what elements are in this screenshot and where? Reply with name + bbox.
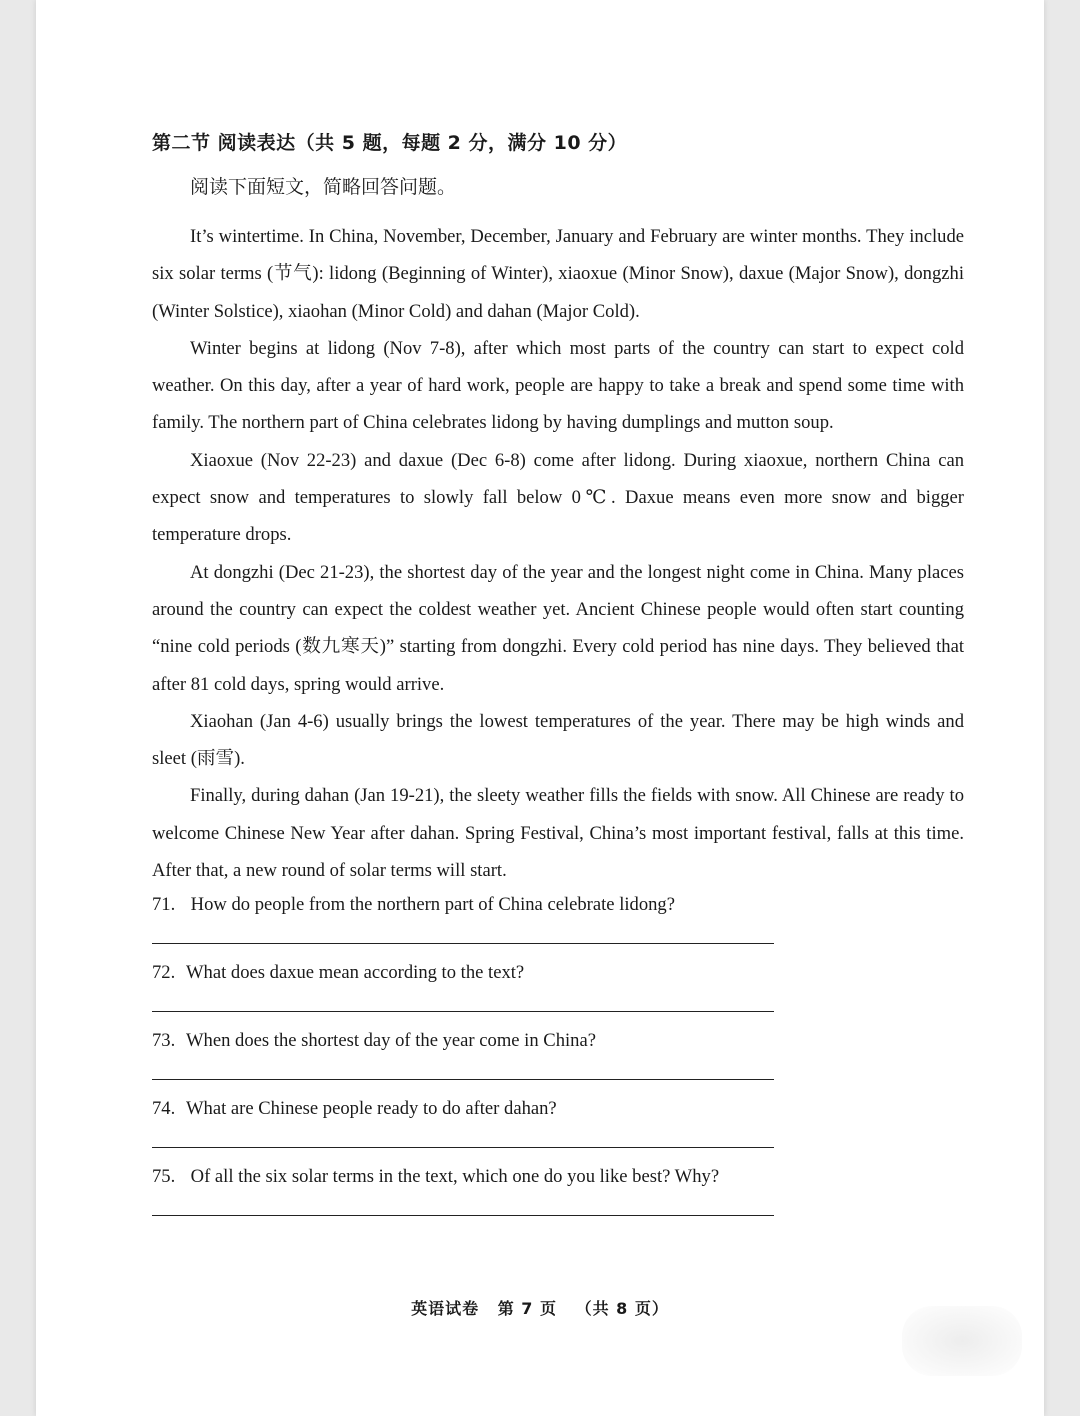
answer-line-74[interactable]	[152, 1147, 774, 1148]
page-content	[152, 126, 964, 1229]
answer-line-71[interactable]	[152, 943, 774, 944]
question-number: 72.	[152, 962, 176, 984]
answer-line-73[interactable]	[152, 1079, 774, 1080]
question-73	[152, 1025, 964, 1093]
question-72	[152, 957, 964, 1025]
footer-page-number: 第 7 页	[497, 1299, 557, 1318]
page-footer	[36, 1296, 1044, 1319]
question-number: 73.	[152, 1030, 176, 1052]
passage-paragraph: Finally, during dahan (Jan 19-21), the sleety weather fills the fields with snow. All Chinese are ready to welcome Chinese New Year after dahan. Spring Festival, China’s most important festival, falls at this time. After that, a new round of solar terms will start.	[152, 785, 964, 882]
question-74	[152, 1093, 964, 1161]
exam-page	[36, 0, 1044, 1416]
passage-paragraph: Xiaoxue (Nov 22-23) and daxue (Dec 6-8) come after lidong. During xiaoxue, northern China can expect snow and temperatures to slowly fall below 0℃. Daxue means even more snow and bigger temperature drops.	[152, 449, 964, 546]
passage-paragraph: Winter begins at lidong (Nov 7-8), after which most parts of the country can start to expect cold weather. On this day, after a year of hard work, people are happy to take a break and spend some time with family. The northern part of China celebrates lidong by having dumplings and mutton soup.	[152, 337, 964, 434]
passage-paragraph: It’s wintertime. In China, November, December, January and February are winter months. They include six solar terms (节气): lidong (Beginning of Winter), xiaoxue (Minor Snow), daxue (Major Snow), dongzhi (Winter Solstice), xiaohan (Minor Cold) and dahan (Major Cold).	[152, 226, 964, 322]
question-text: Of all the six solar terms in the text, which one do you like best? Why?	[190, 1166, 720, 1188]
question-number: 71.	[152, 894, 176, 916]
footer-subject: 英语试卷	[411, 1299, 480, 1318]
question-text: When does the shortest day of the year come in China?	[186, 1030, 596, 1052]
question-number: 74.	[152, 1098, 176, 1120]
watermark-blur	[902, 1306, 1022, 1376]
question-list	[152, 889, 964, 1229]
reading-passage	[152, 218, 964, 889]
question-text: What does daxue mean according to the text?	[186, 962, 525, 984]
section-title: 第二节 阅读表达（共 5 题，每题 2 分，满分 10 分）	[152, 132, 628, 154]
question-text: What are Chinese people ready to do after dahan?	[186, 1098, 557, 1120]
answer-line-75[interactable]	[152, 1215, 774, 1216]
question-75	[152, 1161, 964, 1229]
passage-paragraph: At dongzhi (Dec 21-23), the shortest day of the year and the longest night come in China. Many places around the country can expect the coldest weather yet. Ancient Chinese people would often start counting “nine cold periods (数九寒天)” starting from dongzhi. Every cold period has nine days. They believed that after 81 cold days, spring would arrive.	[152, 561, 964, 695]
footer-total-pages: （共 8 页）	[575, 1299, 669, 1318]
question-71	[152, 889, 964, 957]
question-number: 75.	[152, 1166, 176, 1188]
answer-line-72[interactable]	[152, 1011, 774, 1012]
passage-paragraph: Xiaohan (Jan 4-6) usually brings the lowest temperatures of the year. There may be high winds and sleet (雨雪).	[152, 710, 964, 770]
question-text: How do people from the northern part of China celebrate lidong?	[190, 894, 675, 916]
section-instruction: 阅读下面短文，简略回答问题。	[190, 176, 457, 198]
